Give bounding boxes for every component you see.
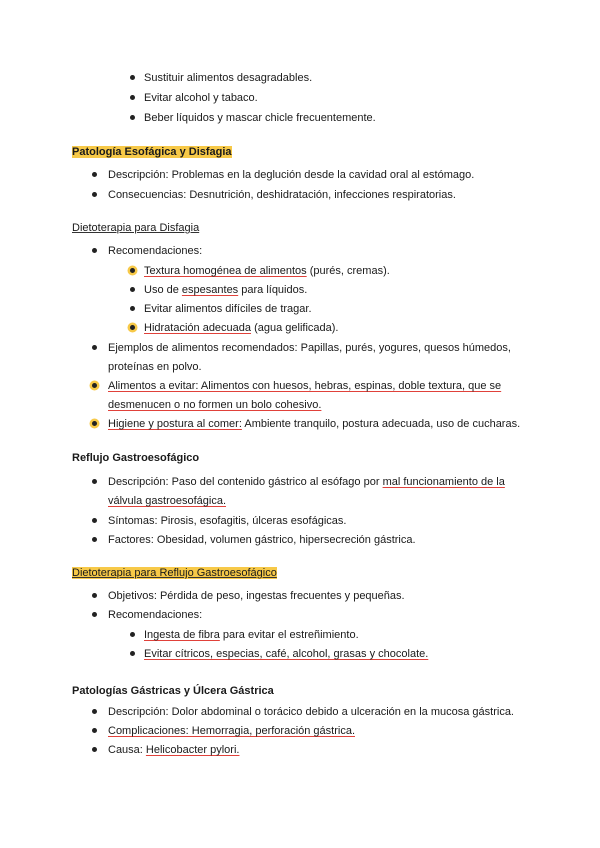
bullet xyxy=(92,172,97,177)
bullet xyxy=(92,709,97,714)
list-item: Factores: Obesidad, volumen gástrico, hipersecreción gástrica. xyxy=(108,534,416,546)
section-heading: Reflujo Gastroesofágico xyxy=(72,452,200,464)
list-item-continuation: desmenucen o no formen un bolo cohesivo. xyxy=(108,399,322,411)
bullet xyxy=(92,479,97,484)
subsection-heading: Dietoterapia para Reflujo Gastroesofágico xyxy=(72,567,277,579)
bullet xyxy=(92,612,97,617)
list-item: Textura homogénea de alimentos (purés, cremas). xyxy=(144,265,390,277)
list-item: Descripción: Problemas en la deglución desde la cavidad oral al estómago. xyxy=(108,169,475,181)
list-item: Objetivos: Pérdida de peso, ingestas frecuentes y pequeñas. xyxy=(108,590,405,602)
bullet xyxy=(130,287,135,292)
bullet xyxy=(130,268,135,273)
bullet xyxy=(92,421,97,426)
list-item: Descripción: Dolor abdominal o torácico debido a ulceración en la mucosa gástrica. xyxy=(108,706,514,718)
list-item-continuation: válvula gastroesofágica. xyxy=(108,495,227,507)
list-item: Consecuencias: Desnutrición, deshidratación, infecciones respiratorias. xyxy=(108,189,456,201)
bullet xyxy=(92,345,97,350)
bullet xyxy=(130,95,135,100)
list-item: Alimentos a evitar: Alimentos con huesos, hebras, espinas, doble textura, que se xyxy=(108,380,502,392)
list-item: Evitar alcohol y tabaco. xyxy=(144,92,258,104)
list-item: Evitar alimentos difíciles de tragar. xyxy=(144,303,312,315)
list-item: Descripción: Paso del contenido gástrico al esófago por mal funcionamiento de la xyxy=(108,476,505,488)
list-item: Hidratación adecuada (agua gelificada). xyxy=(144,322,339,334)
bullet xyxy=(92,593,97,598)
list-item: Síntomas: Pirosis, esofagitis, úlceras esofágicas. xyxy=(108,515,347,527)
bullet xyxy=(130,75,135,80)
list-item: Complicaciones: Hemorragia, perforación gástrica. xyxy=(108,725,355,737)
list-item: Recomendaciones: xyxy=(108,609,203,621)
bullet xyxy=(92,728,97,733)
list-item: Ingesta de fibra para evitar el estreñimiento. xyxy=(144,629,359,641)
bullet xyxy=(130,651,135,656)
list-item: Beber líquidos y mascar chicle frecuentemente. xyxy=(144,112,376,124)
section-heading: Patología Esofágica y Disfagia xyxy=(72,146,232,158)
list-item: Evitar cítricos, especias, café, alcohol, grasas y chocolate. xyxy=(144,648,429,660)
section-heading: Patologías Gástricas y Úlcera Gástrica xyxy=(72,685,274,697)
list-item: Uso de espesantes para líquidos. xyxy=(144,284,308,296)
list-item: Ejemplos de alimentos recomendados: Papillas, purés, yogures, quesos húmedos, xyxy=(108,342,511,354)
bullet xyxy=(92,518,97,523)
bullet xyxy=(130,632,135,637)
bullet xyxy=(130,325,135,330)
list-item: Causa: Helicobacter pylori. xyxy=(108,744,240,756)
list-item: Higiene y postura al comer: Ambiente tranquilo, postura adecuada, uso de cucharas. xyxy=(108,418,521,430)
bullet xyxy=(130,115,135,120)
subsection-heading: Dietoterapia para Disfagia xyxy=(72,222,200,234)
bullet xyxy=(92,537,97,542)
bullet xyxy=(92,248,97,253)
list-item: Recomendaciones: xyxy=(108,245,203,257)
bullet xyxy=(130,306,135,311)
bullet xyxy=(92,747,97,752)
list-item: Sustituir alimentos desagradables. xyxy=(144,72,313,84)
bullet xyxy=(92,383,97,388)
list-item-continuation: proteínas en polvo. xyxy=(108,361,202,373)
bullet xyxy=(92,192,97,197)
